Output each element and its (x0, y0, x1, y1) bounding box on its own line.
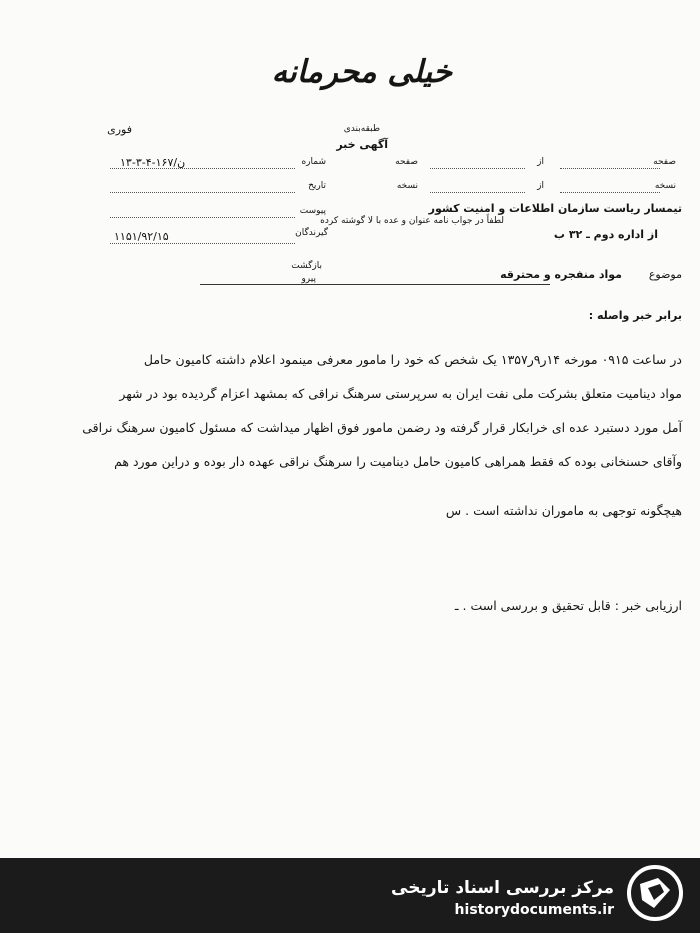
from-office-line: از اداره دوم ـ ۳۲ ب (553, 228, 658, 241)
number-label: شماره (301, 157, 326, 167)
addressee-line: تیمسار ریاست سازمان اطلاعات و امنیت کشور (428, 202, 682, 215)
copy-dots-left (560, 192, 660, 193)
assessment-line: ارزیابی خبر : قابل تحقیق و بررسی است . ـ (454, 598, 682, 613)
date-label: تاریخ (308, 181, 326, 191)
from-dots-left (430, 168, 525, 169)
subject-underline (200, 284, 550, 285)
copy-label-left: نسخه (654, 181, 676, 191)
recipients-dots (110, 243, 295, 244)
followup-label: پیرو (301, 274, 316, 284)
attachment-dots (110, 217, 295, 218)
body-line: آمل مورد دستبرد عده ای خرابکار قرار گرفته ود رضمن مامور فوق اظهار میداشت که مسئول کامیون سرهنگ نراقی (82, 420, 682, 435)
body-line: در ساعت ۰۹۱۵ مورخه ۱۴ر۹ر۱۳۵۷ یک شخص که خود را مامور معرفی مینمود اعلام داشته کامیون حامل (143, 352, 682, 367)
archive-logo-icon (626, 864, 684, 922)
copy-label-right: نسخه (396, 181, 418, 191)
body-intro: برابر خبر واصله : (588, 309, 682, 322)
classification-title: خیلی محرمانه (271, 54, 452, 90)
body-line: وآقای حسنخانی بوده که فقط همراهی کامیون حامل دینامیت را سرهنگ نراقی عهده دار بوده و دراین مورد هم (114, 454, 682, 469)
urgency-label: فوری (107, 123, 132, 136)
attachment-label: پیوست (299, 206, 326, 216)
from-label-left: از (537, 157, 544, 167)
number-dots (110, 168, 295, 169)
from2-dots-left (430, 192, 525, 193)
recipients-label: گیرندگان (295, 228, 328, 238)
classification-label: طبقه‌بندی (343, 124, 380, 134)
return-label: بازگشت (291, 261, 322, 271)
subject-label: موضوع (648, 268, 682, 281)
body-line: مواد دینامیت متعلق بشرکت ملی نفت ایران به سرپرستی سرهنگ نراقی که بمشهد اعزام گردیده بود در شهر (119, 386, 682, 401)
reference-note: لطفاً در جواب نامه عنوان و عده با لا گوشته کرده (320, 216, 504, 226)
watermark-website[interactable]: historydocuments.ir (454, 902, 614, 918)
document-type: آگهی خبر (336, 138, 388, 151)
watermark-org-name: مرکز بررسی اسناد تاریخی (391, 878, 614, 898)
page-label-right: صفحه (395, 157, 418, 167)
date-dots (110, 192, 295, 193)
page-label-left: صفحه (653, 157, 676, 167)
from2-label-left: از (537, 181, 544, 191)
number-value: ن/۱۶۷-۴-۳-۱۳ (120, 156, 186, 169)
page-dots-left (560, 168, 660, 169)
recipients-value: ۱۱۵۱/۹۲/۱۵ (114, 230, 169, 243)
subject-value: مواد منفجره و محترقه (500, 268, 622, 281)
body-line: هیچگونه توجهی به ماموران نداشته است . س (445, 503, 682, 518)
